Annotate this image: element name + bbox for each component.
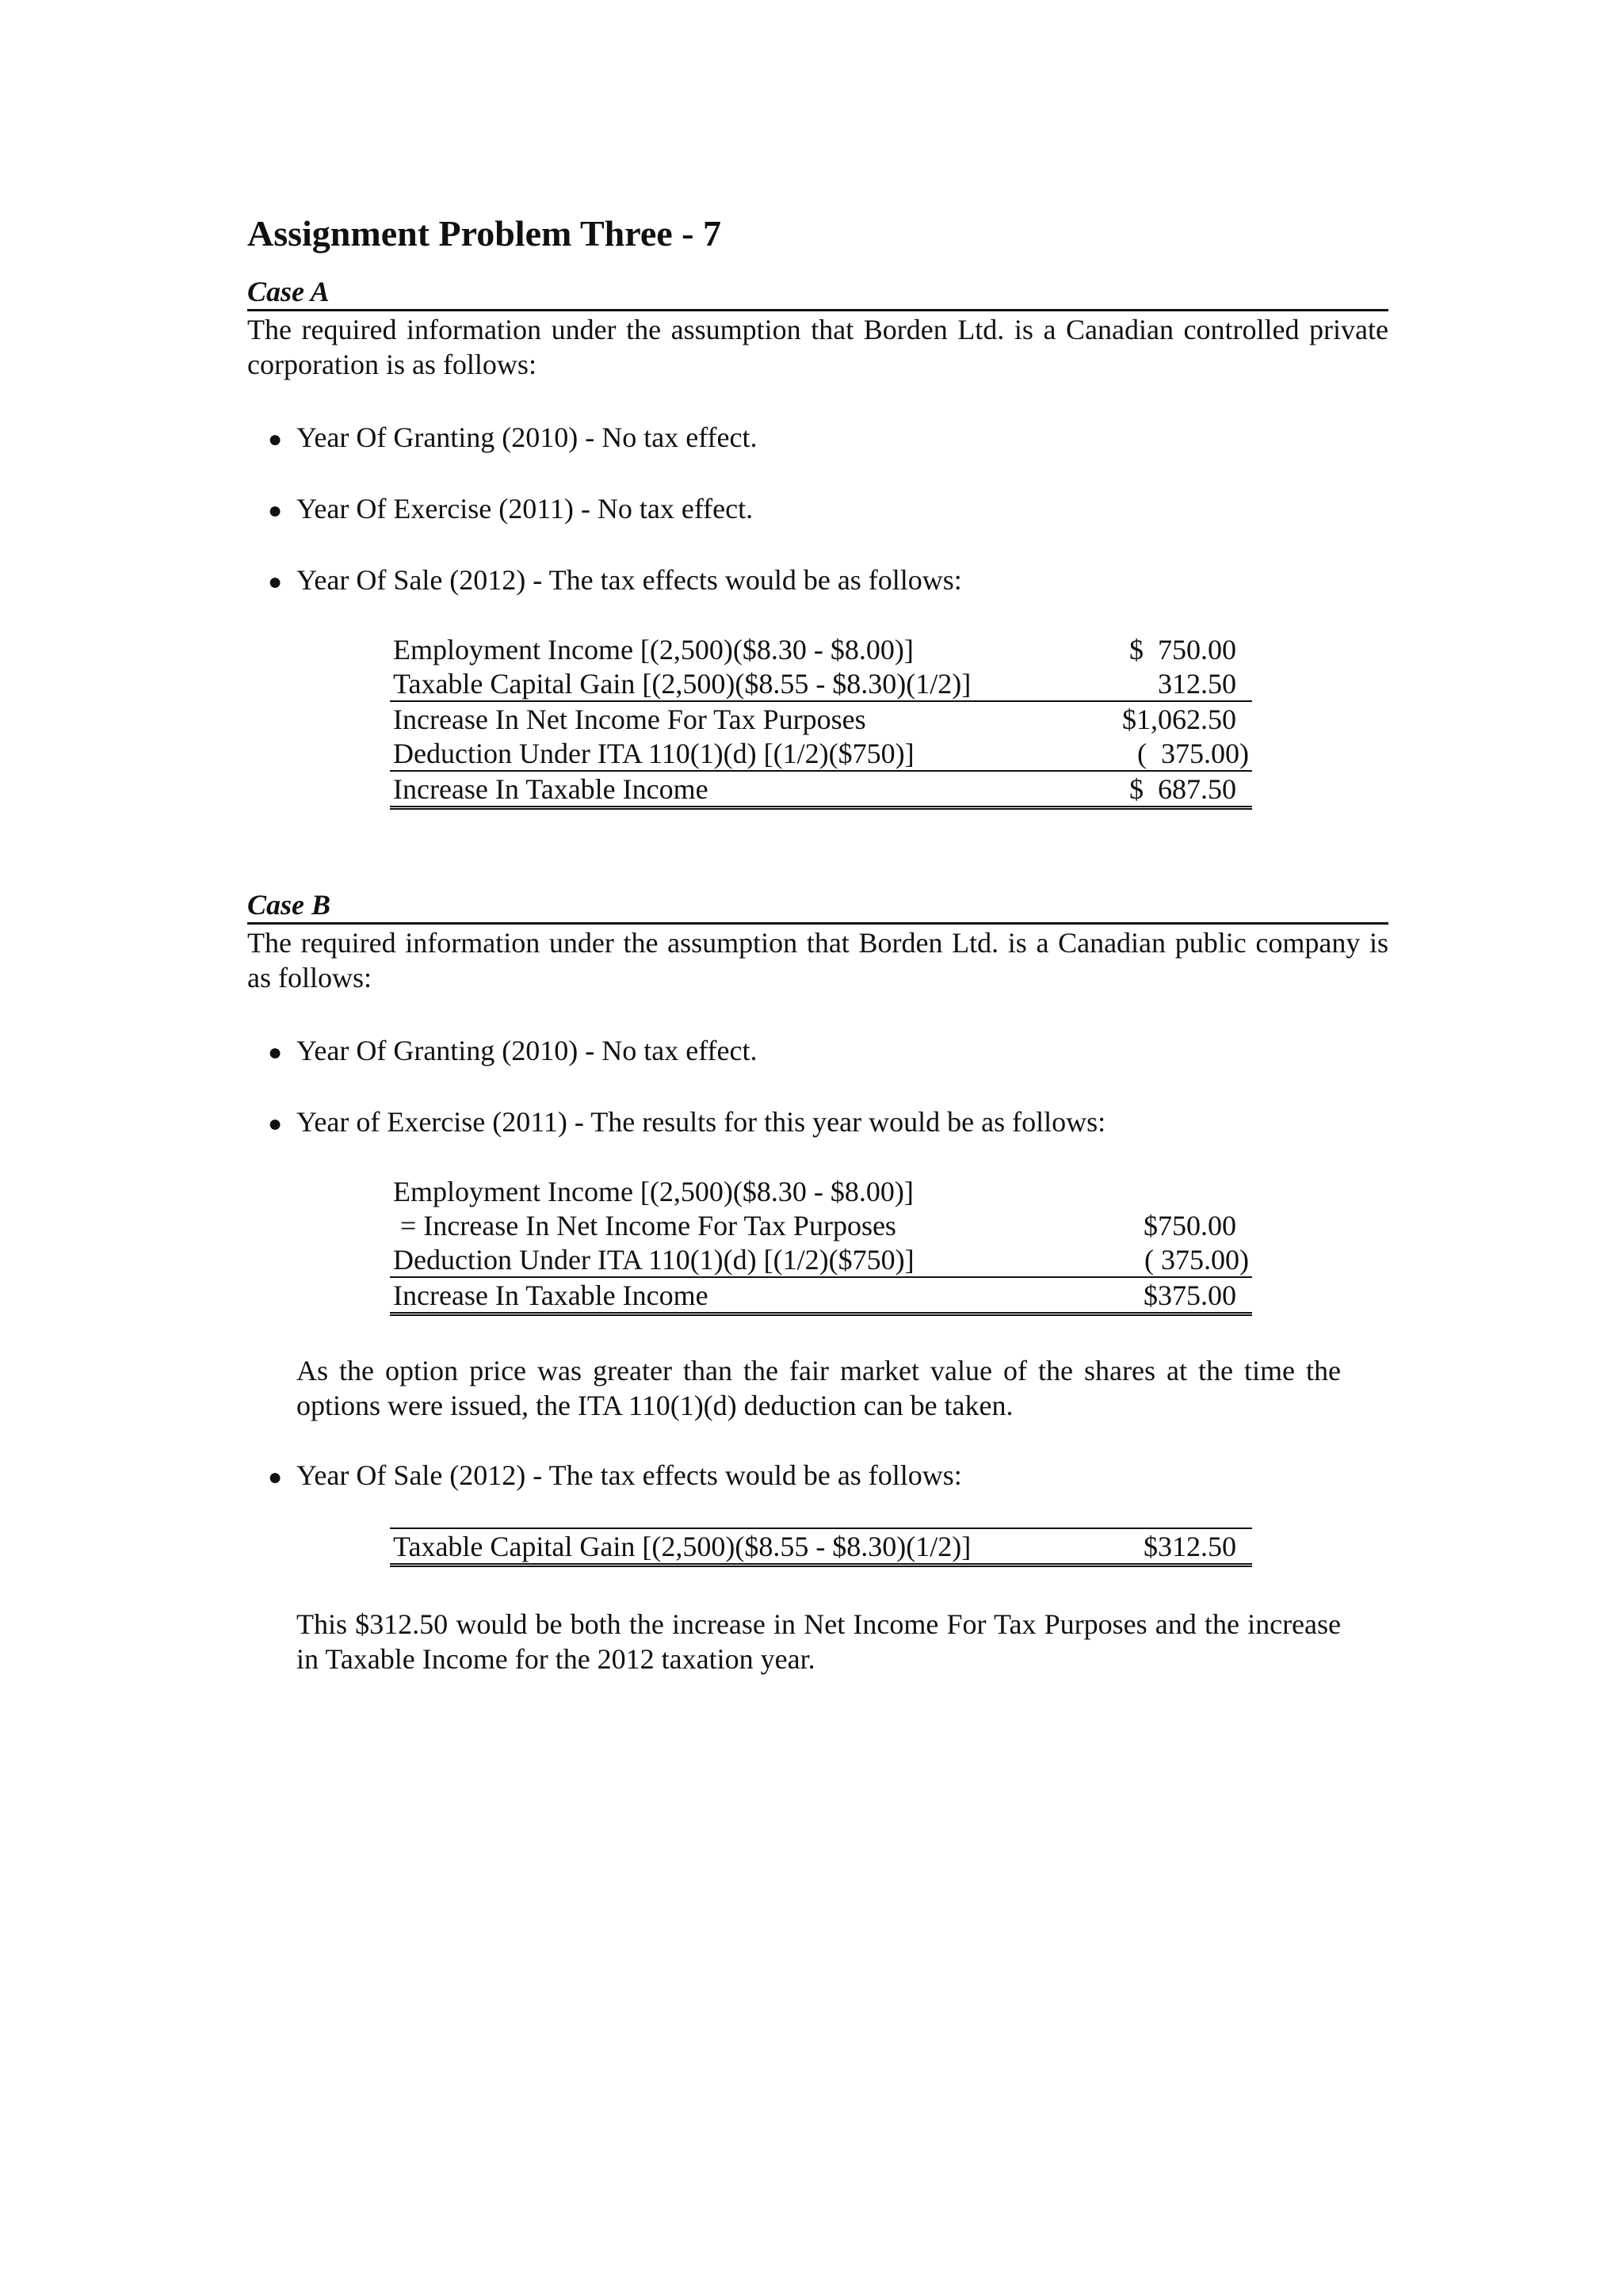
table-row	[390, 736, 1252, 771]
row-label: Deduction Under ITA 110(1)(d) [(1/2)($750)]	[390, 736, 1092, 771]
bullet-dot-icon: ●	[268, 1111, 283, 1137]
row-label: Increase In Taxable Income	[390, 1277, 1102, 1314]
case-b-bullet-sale: ● Year Of Sale (2012) - The tax effects would be as follows:	[268, 1458, 962, 1495]
row-label: Taxable Capital Gain [(2,500)($8.55 - $8.30)(1/2)]	[390, 666, 1092, 701]
case-b-intro: The required information under the assumption that Borden Ltd. is a Canadian public company is as follows:	[247, 927, 1388, 994]
row-label: = Increase In Net Income For Tax Purposes	[393, 1210, 896, 1241]
row-label: Increase In Taxable Income	[390, 771, 1092, 808]
table-row	[390, 632, 1252, 666]
table-row	[390, 1277, 1252, 1314]
case-a-intro: The required information under the assumption that Borden Ltd. is a Canadian controlled private corporation is as follows:	[247, 314, 1388, 380]
case-b-conclusion: This $312.50 would be both the increase in Net Income For Tax Purposes and the increase in Taxable Income for the 2012 taxation year.	[296, 1608, 1341, 1675]
table-row	[390, 1208, 1252, 1242]
table-row	[390, 1242, 1252, 1277]
case-a-bullet-sale: ● Year Of Sale (2012) - The tax effects would be as follows:	[268, 563, 962, 600]
table-row	[390, 701, 1252, 736]
row-label: Taxable Capital Gain [(2,500)($8.55 - $8.30)(1/2)]	[390, 1528, 1113, 1566]
bullet-dot-icon: ●	[268, 426, 283, 452]
bullet-dot-icon: ●	[268, 498, 283, 524]
case-b-bullet-granting: ● Year Of Granting (2010) - No tax effect.	[268, 1033, 758, 1070]
row-amount: 312.50	[1092, 666, 1252, 701]
row-amount: $1,062.50	[1122, 704, 1236, 735]
case-b-sale-table	[390, 1527, 1252, 1567]
row-label: Deduction Under ITA 110(1)(d) [(1/2)($750)]	[390, 1242, 1102, 1277]
table-row	[390, 666, 1252, 701]
table-row	[390, 1174, 1252, 1208]
row-amount: $375.00	[1102, 1277, 1252, 1314]
case-a-bullet-granting: ● Year Of Granting (2010) - No tax effect.	[268, 420, 758, 457]
case-b-bullet-exercise: ● Year of Exercise (2011) - The results for this year would be as follows:	[268, 1104, 1106, 1142]
row-amount: $312.50	[1113, 1528, 1252, 1566]
case-a-sale-table	[390, 632, 1252, 810]
row-label: Employment Income [(2,500)($8.30 - $8.00)]	[393, 1176, 914, 1207]
bullet-dot-icon: ●	[268, 569, 283, 595]
case-a-heading: Case A	[247, 274, 1388, 311]
case-b-note: As the option price was greater than the fair market value of the shares at the time the options were issued, the ITA 110(1)(d) deduction can be taken.	[296, 1355, 1341, 1421]
row-amount: ( 375.00)	[1102, 1242, 1252, 1277]
row-amount: $750.00	[1144, 1210, 1236, 1241]
row-label: Employment Income [(2,500)($8.30 - $8.00)]	[393, 634, 914, 666]
row-amount: $ 750.00	[1129, 634, 1236, 666]
bullet-dot-icon: ●	[268, 1464, 283, 1490]
case-b-exercise-table	[390, 1174, 1252, 1316]
case-a-bullet-exercise: ● Year Of Exercise (2011) - No tax effect.	[268, 491, 753, 528]
row-amount: ( 375.00)	[1092, 736, 1252, 771]
table-row	[390, 771, 1252, 808]
bullet-dot-icon: ●	[268, 1039, 283, 1066]
row-amount	[1102, 1174, 1252, 1208]
page-title: Assignment Problem Three - 7	[247, 213, 721, 254]
case-b-heading: Case B	[247, 887, 1388, 925]
row-amount: $ 687.50	[1092, 771, 1252, 808]
row-label: Increase In Net Income For Tax Purposes	[393, 704, 866, 735]
table-row	[390, 1528, 1252, 1566]
